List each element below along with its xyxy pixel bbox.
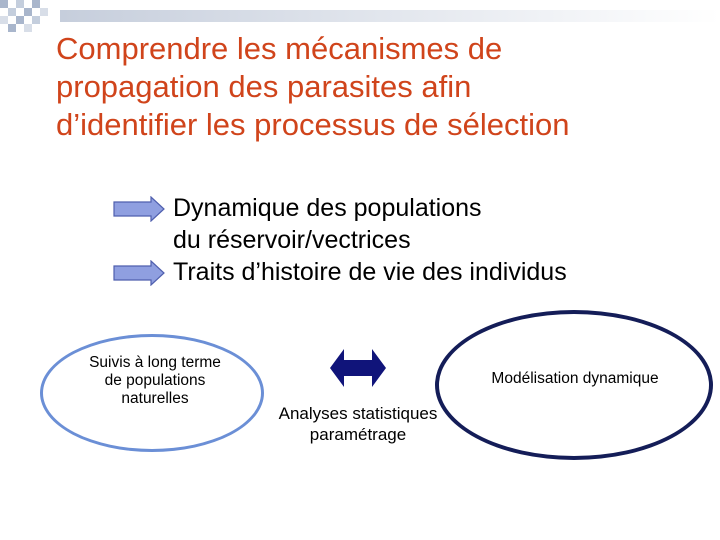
title-line: d’identifier les processus de sélection bbox=[56, 107, 570, 142]
double-arrow-icon bbox=[328, 347, 388, 389]
bullet-text: Traits d’histoire de vie des individus bbox=[173, 258, 567, 286]
modelling-label: Modélisation dynamique bbox=[491, 370, 659, 387]
field-monitoring-label: Suivis à long terme de populations naturelles bbox=[89, 354, 221, 407]
title-line: propagation des parasites afin bbox=[56, 69, 472, 104]
bullet-text: Dynamique des populations du réservoir/vectrices bbox=[173, 194, 482, 254]
right-arrow-icon bbox=[113, 196, 165, 222]
title-line: Comprendre les mécanismes de bbox=[56, 31, 503, 66]
slide-title bbox=[56, 30, 696, 144]
right-arrow-icon bbox=[113, 260, 165, 286]
statistics-label: Analyses statistiques paramétrage bbox=[278, 404, 438, 444]
